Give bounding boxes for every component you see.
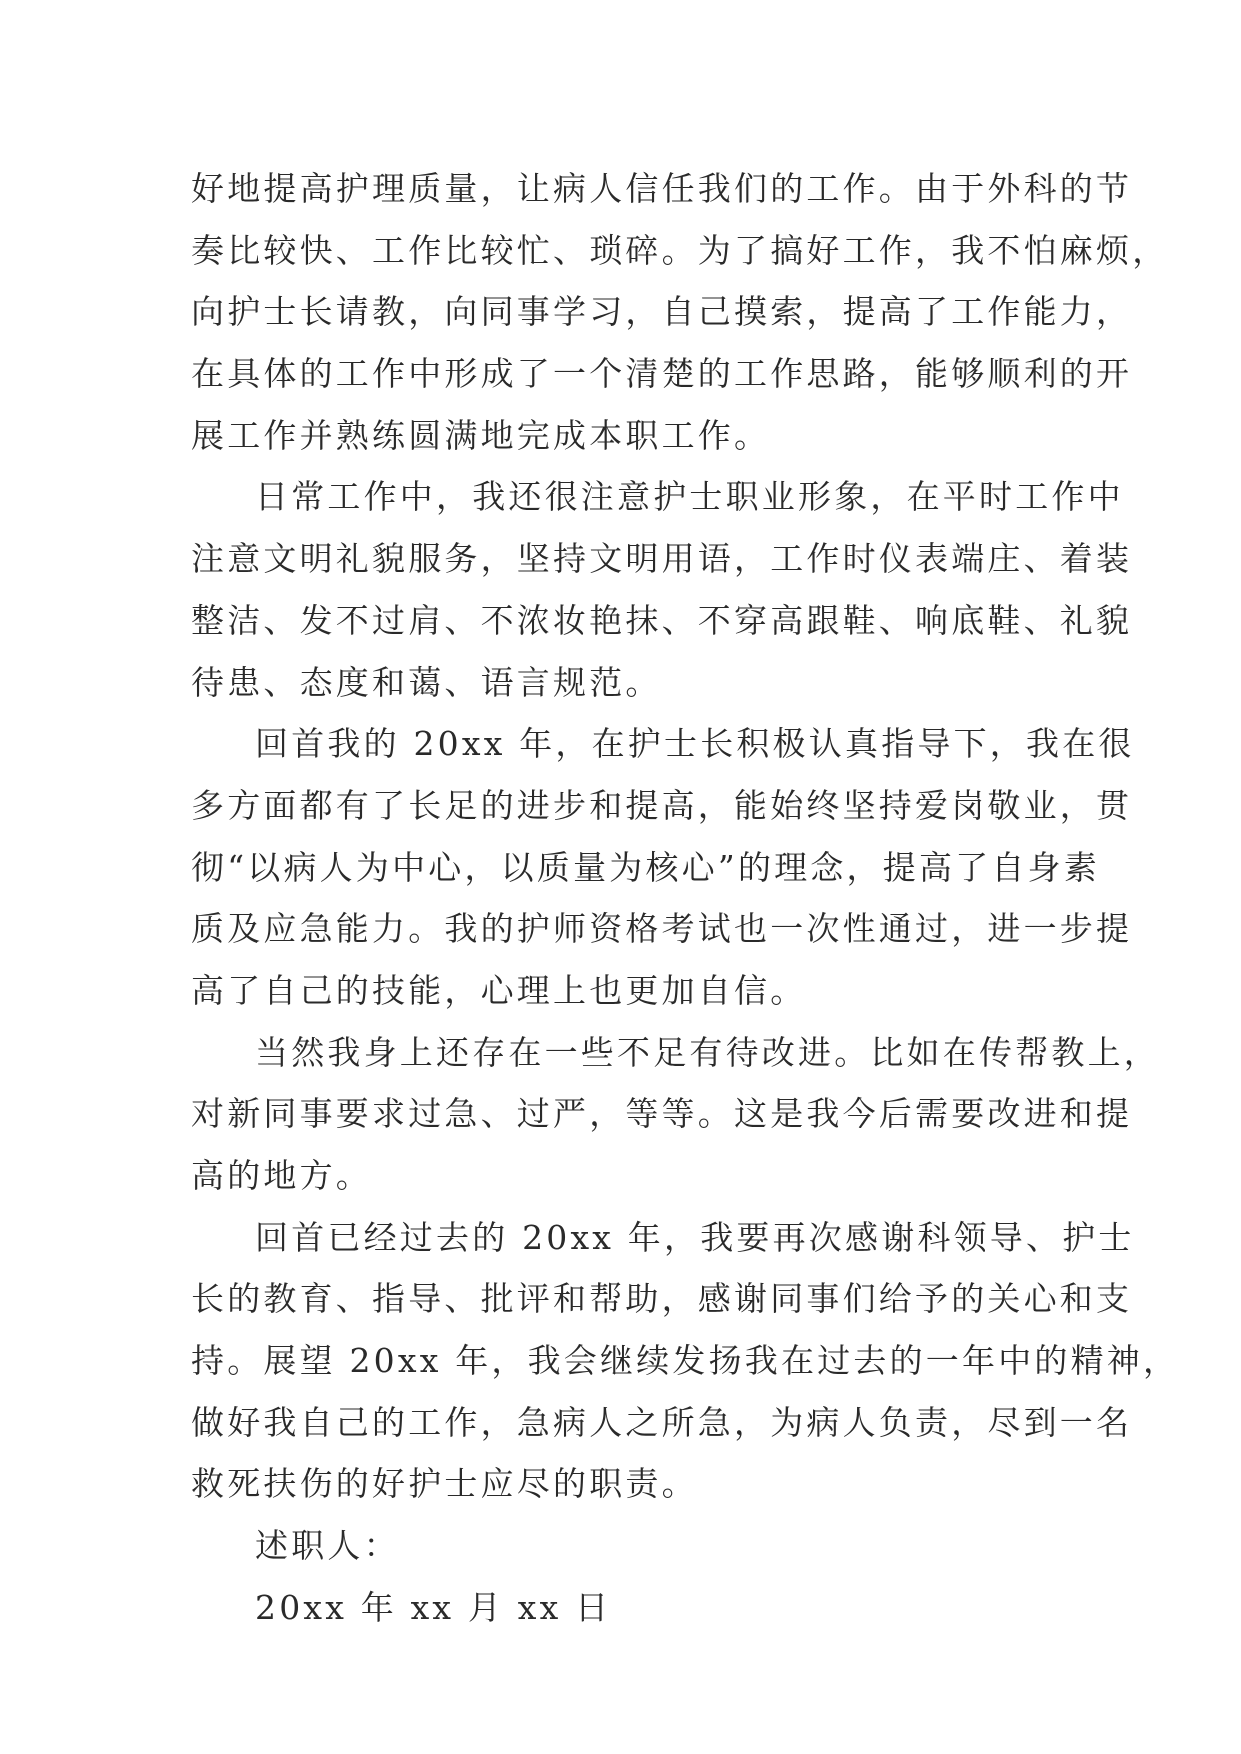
text-line: 多方面都有了长足的进步和提高，能始终坚持爱岗敬业，贯 (191, 785, 1133, 825)
text-line: 对新同事要求过急、过严，等等。这是我今后需要改进和提 (191, 1094, 1133, 1134)
paragraph-start-line: 当然我身上还存在一些不足有待改进。比如在传帮教上， (255, 1032, 1160, 1072)
document-body (191, 158, 1180, 1639)
text-line: 奏比较快、工作比较忙、琐碎。为了搞好工作，我不怕麻烦， (191, 230, 1169, 270)
paragraph-start-line: 回首已经过去的 20xx 年，我要再次感谢科领导、护士 (255, 1217, 1135, 1257)
text-line: 救死扶伤的好护士应尽的职责。 (191, 1464, 698, 1504)
text-line: 待患、态度和蔼、语言规范。 (191, 662, 662, 702)
text-line: 高的地方。 (191, 1156, 372, 1195)
report-date: 20xx 年 xx 月 xx 日 (255, 1587, 612, 1627)
text-line: 彻“以病人为中心，以质量为核心”的理念，提高了自身素 (191, 847, 1100, 887)
text-line: 质及应急能力。我的护师资格考试也一次性通过，进一步提 (191, 909, 1133, 949)
text-line: 展工作并熟练圆满地完成本职工作。 (191, 415, 771, 455)
text-line: 好地提高护理质量，让病人信任我们的工作。由于外科的节 (191, 169, 1133, 208)
text-line: 在具体的工作中形成了一个清楚的工作思路，能够顺利的开 (191, 354, 1133, 394)
paragraph-start-line: 日常工作中，我还很注意护士职业形象，在平时工作中 (255, 477, 1124, 517)
text-line: 做好我自己的工作，急病人之所急，为病人负责，尽到一名 (191, 1402, 1133, 1442)
text-line: 整洁、发不过肩、不浓妆艳抹、不穿高跟鞋、响底鞋、礼貌 (191, 600, 1133, 640)
text-line: 高了自己的技能，心理上也更加自信。 (191, 970, 807, 1010)
text-line: 长的教育、指导、批评和帮助，感谢同事们给予的关心和支 (191, 1279, 1133, 1319)
paragraph-start-line: 回首我的 20xx 年，在护士长积极认真指导下，我在很 (255, 724, 1135, 764)
reporter-signature-label: 述职人： (255, 1526, 400, 1566)
text-line: 注意文明礼貌服务，坚持文明用语，工作时仪表端庄、着装 (191, 539, 1133, 579)
text-line: 持。展望 20xx 年，我会继续发扬我在过去的一年中的精神， (191, 1341, 1180, 1381)
text-line: 向护士长请教，向同事学习，自己摸索，提高了工作能力， (191, 292, 1133, 332)
